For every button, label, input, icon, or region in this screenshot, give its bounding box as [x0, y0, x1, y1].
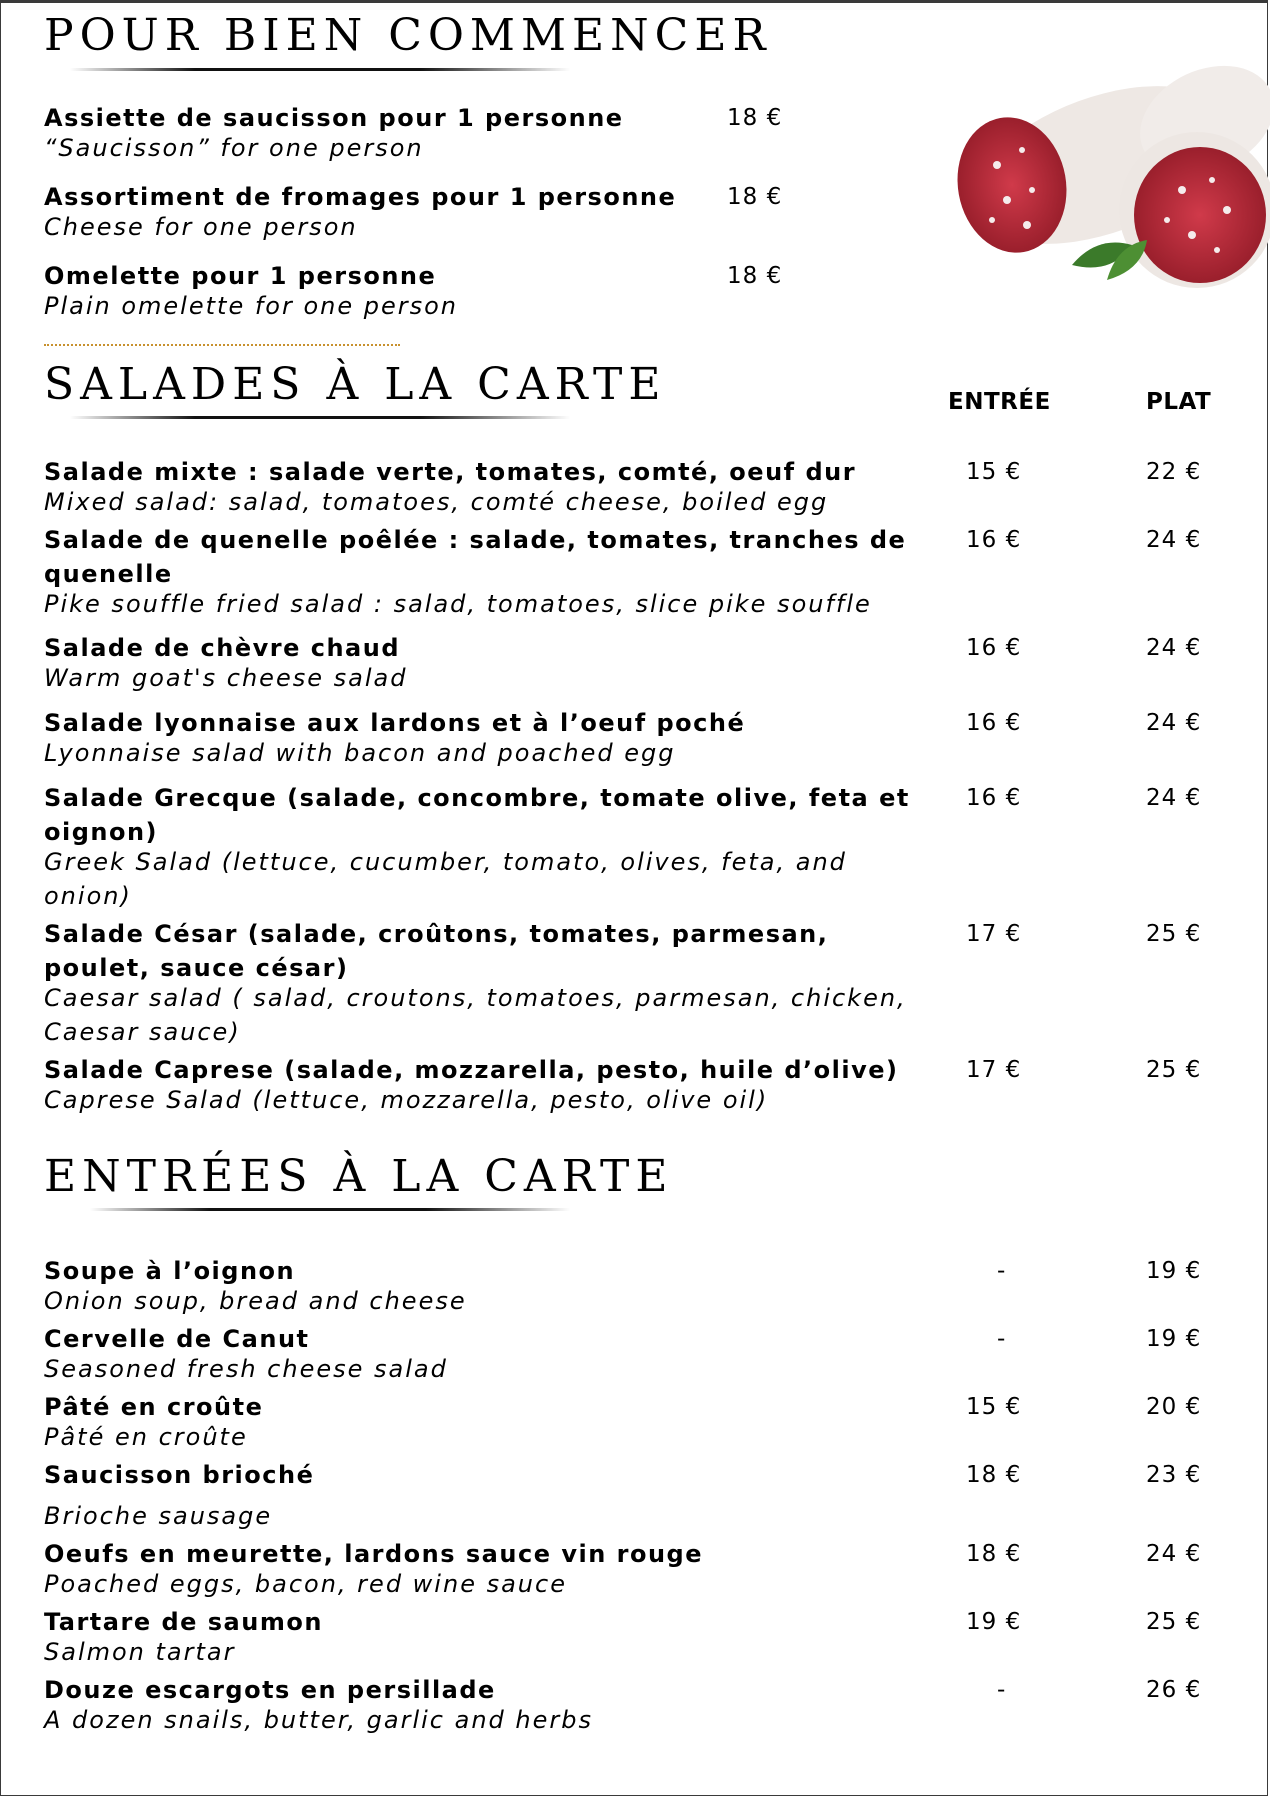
- menu-item-name: Assortiment de fromages pour 1 personne: [44, 183, 677, 211]
- price-plat: 19 €: [1146, 1258, 1202, 1284]
- price-entree: 18 €: [966, 1462, 1022, 1488]
- price-plat: 23 €: [1146, 1462, 1202, 1488]
- menu-item-price: 18 €: [727, 184, 783, 210]
- section-title-salads: SALADES À LA CARTE: [44, 359, 667, 410]
- menu-item-translation: Seasoned fresh cheese salad: [44, 1355, 448, 1383]
- section-rule: [70, 68, 570, 71]
- menu-item-translation: Lyonnaise salad with bacon and poached egg: [44, 739, 676, 767]
- price-entree: 19 €: [966, 1609, 1022, 1635]
- price-entree: 15 €: [966, 1394, 1022, 1420]
- price-entree: 16 €: [966, 710, 1022, 736]
- price-entree: -: [997, 1326, 1007, 1352]
- menu-item-translation: Caprese Salad (lettuce, mozzarella, pesto, olive oil): [44, 1086, 769, 1114]
- price-entree: 17 €: [966, 921, 1022, 947]
- column-header-entree: ENTRÉE: [948, 389, 1051, 415]
- menu-item-name: Soupe à l’oignon: [44, 1257, 296, 1285]
- menu-item-name: Salade de chèvre chaud: [44, 634, 401, 662]
- saucisson-photo-icon: [952, 40, 1270, 302]
- menu-item-name: Saucisson brioché: [44, 1461, 315, 1489]
- price-plat: 25 €: [1146, 1057, 1202, 1083]
- price-plat: 26 €: [1146, 1677, 1202, 1703]
- price-entree: 16 €: [966, 635, 1022, 661]
- menu-item-name: Assiette de saucisson pour 1 personne: [44, 104, 624, 132]
- menu-item-translation: Caesar salad ( salad, croutons, tomatoes, parmesan, chicken, Caesar sauce): [44, 984, 907, 1046]
- menu-item-translation: A dozen snails, butter, garlic and herbs: [44, 1706, 593, 1734]
- price-entree: 15 €: [966, 459, 1022, 485]
- section-title-start: POUR BIEN COMMENCER: [44, 10, 772, 61]
- price-plat: 24 €: [1146, 527, 1202, 553]
- section-rule: [70, 416, 570, 419]
- price-entree: -: [997, 1677, 1007, 1703]
- menu-item-name: Omelette pour 1 personne: [44, 262, 437, 290]
- menu-item-name: Salade Grecque (salade, concombre, tomate olive, feta et oignon): [44, 784, 910, 846]
- menu-item-translation: Salmon tartar: [44, 1638, 236, 1666]
- menu-item-name: Oeufs en meurette, lardons sauce vin rouge: [44, 1540, 704, 1568]
- menu-item-translation: Warm goat's cheese salad: [44, 664, 408, 692]
- price-entree: -: [997, 1258, 1007, 1284]
- menu-item-translation: Brioche sausage: [44, 1502, 273, 1530]
- price-plat: 25 €: [1146, 1609, 1202, 1635]
- menu-item-translation: Greek Salad (lettuce, cucumber, tomato, olives, feta, and onion): [44, 848, 847, 910]
- section-divider: [44, 344, 400, 346]
- menu-item-name: Salade Caprese (salade, mozzarella, pesto, huile d’olive): [44, 1056, 899, 1084]
- price-entree: 18 €: [966, 1541, 1022, 1567]
- menu-item-translation: Onion soup, bread and cheese: [44, 1287, 467, 1315]
- price-plat: 20 €: [1146, 1394, 1202, 1420]
- menu-item-translation: Mixed salad: salad, tomatoes, comté cheese, boiled egg: [44, 488, 829, 516]
- price-plat: 22 €: [1146, 459, 1202, 485]
- menu-item-price: 18 €: [727, 263, 783, 289]
- section-rule: [90, 1208, 570, 1211]
- price-plat: 24 €: [1146, 710, 1202, 736]
- menu-item-name: Salade mixte : salade verte, tomates, comté, oeuf dur: [44, 458, 857, 486]
- menu-item-name: Salade lyonnaise aux lardons et à l’oeuf poché: [44, 709, 746, 737]
- price-plat: 25 €: [1146, 921, 1202, 947]
- price-entree: 16 €: [966, 785, 1022, 811]
- menu-item-name: Douze escargots en persillade: [44, 1676, 496, 1704]
- price-plat: 24 €: [1146, 635, 1202, 661]
- menu-item-translation: Pike souffle fried salad : salad, tomatoes, slice pike souffle: [44, 590, 872, 618]
- menu-item-name: Tartare de saumon: [44, 1608, 323, 1636]
- menu-item-translation: Cheese for one person: [44, 213, 358, 241]
- menu-item-translation: “Saucisson” for one person: [44, 134, 424, 162]
- menu-item-translation: Plain omelette for one person: [44, 292, 459, 320]
- menu-item-translation: Poached eggs, bacon, red wine sauce: [44, 1570, 567, 1598]
- menu-item-name: Salade de quenelle poêlée : salade, tomates, tranches de quenelle: [44, 526, 907, 588]
- price-entree: 16 €: [966, 527, 1022, 553]
- menu-item-name: Salade César (salade, croûtons, tomates, parmesan, poulet, sauce césar): [44, 920, 829, 982]
- menu-item-price: 18 €: [727, 105, 783, 131]
- column-header-plat: PLAT: [1146, 389, 1212, 415]
- price-plat: 19 €: [1146, 1326, 1202, 1352]
- section-title-entrees: ENTRÉES À LA CARTE: [44, 1151, 674, 1202]
- price-plat: 24 €: [1146, 785, 1202, 811]
- menu-item-translation: Pâté en croûte: [44, 1423, 248, 1451]
- menu-item-name: Cervelle de Canut: [44, 1325, 310, 1353]
- menu-item-name: Pâté en croûte: [44, 1393, 264, 1421]
- price-entree: 17 €: [966, 1057, 1022, 1083]
- price-plat: 24 €: [1146, 1541, 1202, 1567]
